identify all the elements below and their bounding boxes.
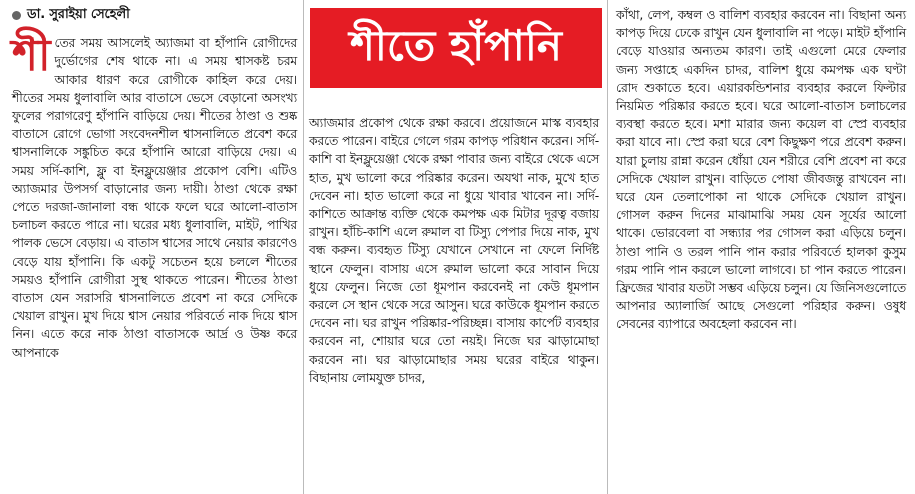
article-text-part-3: কাঁথা, লেপ, কম্বল ও বালিশ ব্যবহার করবেন না। বিছানা অন্য কাপড় দিয়ে ঢেকে রাখুন যেন ধুলাবালি না পড়ে। মাইট হাঁপানি বেড়ে যাওয়ার অন্যতম কারণ। তাই এগুলো মেরে ফেলার জন্য সপ্তাহে একদিন চাদর, বালিশ ধুয়ে কমপক্ষ এক ঘণ্টা রোদ শুকাতে হবে। এয়ারকন্ডিশনার ব্যবহার করলে ফিল্টার নিয়মিত পরিষ্কার করতে হবে। ঘরে আলো-বাতাস চলাচলের ব্যবস্থা করতে হবে। মশা মারার জন্য কয়েল বা স্প্রে ব্যবহার করা যাবে না। স্প্রে করা ঘরে বেশ কিছুক্ষণ পরে প্রবেশ করুন। যারা চুলায় রান্না করেন ধোঁয়া যেন শরীরে বেশি প্রবেশ না করে সেদিকে খেয়াল রাখুন। বাড়িতে পোষা জীবজন্তু রাখবেন না। ঘরে যেন তেলাপোকা না থাকে সেদিকে খেয়াল রাখুন। গোসল করুন দিনের মাঝামাঝি সময় যেন সূর্যের আলো থাকে। ভোরবেলা বা সন্ধ্যার পর গোসল করা এড়িয়ে চলুন। ঠাণ্ডা পানি ও তরল পানি পান করার পরিবর্তে হালকা কুসুম গরম পানি পান করলে ভালো লাগবে। চা পান করতে পারেন। ফ্রিজের খাবার যতটা সম্ভব এড়িয়ে চলুন। যে জিনিসগুলোতে আপনার অ্যালার্জি আছে সেগুলো পরিহার করুন। ওষুধ সেবনের ব্যাপারে অবহেলা করবেন না। bbox=[616, 8, 906, 332]
dropcap: শী bbox=[12, 30, 51, 82]
col1-body: তের সময় আসলেই অ্যাজমা বা হাঁপানি রোগীদের দুর্ভোগের শেষ থাকে না। এ সময় শ্বাসকষ্ট চরম আকার ধারণ করে রোগীকে কাহিল করে দেয়। শীতের সময় ধুলাবালি আর বাতাসে ভেসে বেড়ানো অসংখ্য ফুলের পরাগরেণু হাঁপানি বাড়িয়ে দেয়। শীতের ঠাণ্ডা ও শুষ্ক বাতাসে রোগে ভোগা সংবেদনশীল শ্বাসনালিতে প্রবেশ করে শ্বাসনালিকে সঙ্কুচিত করে হাঁপানি আরো বাড়িয়ে দেয়। এ সময় সর্দি-কাশি, ফ্লু বা ইনফ্লুয়েঞ্জার প্রকোপ বেশি। এটিও অ্যাজমার উপসর্গ বাড়ানোর জন্য দায়ী। ঠাণ্ডা থেকে রক্ষা পেতে দরজা-জানালা বন্ধ থাকে ফলে ঘরে আলো-বাতাস চলাচল করতে পারে না। ঘরের মধ্য ধুলাবালি, মাইট, পাখির পালক ভেসে বেড়ায়। এ বাতাস শ্বাসের সাথে নেয়ার কারণেও বেড়ে যায় হাঁপানি। কি একটু সচেতন হয়ে চললে শীতের সময়ও হাঁপানি রোগীরা সুস্থ থাকতে পারেন। শীতের ঠাণ্ডা বাতাস যেন সরাসরি শ্বাসনালিতে প্রবেশ না করে সেদিকে খেয়াল রাখুন। মুখ দিয়ে শ্বাস নেয়ার পরিবর্তে নাক দিয়ে শ্বাস নিন। এতে করে নাক ঠাণ্ডা বাতাসকে আর্দ্র ও উষ্ণ করে আপনাকে bbox=[12, 36, 297, 360]
bullet-icon bbox=[12, 11, 21, 20]
byline bbox=[12, 6, 297, 24]
column-3 bbox=[616, 6, 906, 334]
column-divider bbox=[303, 0, 304, 494]
article-text-part-2: অ্যাজমার প্রকোপ থেকে রক্ষা করবে। প্রয়োজনে মাস্ক ব্যবহার করতে পারেন। বাইরে গেলে গরম কাপড় পরিধান করেন। সর্দি-কাশি বা ইনফ্লুয়েঞ্জা থেকে রক্ষা পাবার জন্য বাইরে থেকে এসে হাত, মুখ ভালো করে পরিষ্কার করেন। অযথা নাক, মুখে হাত দেবেন না। হাত ভালো করে না ধুয়ে খাবার খাবেন না। সর্দি-কাশিতে আক্রান্ত ব্যক্তি থেকে কমপক্ষ এক মিটার দূরত্ব বজায় রাখুন। হাঁচি-কাশি এলে রুমাল বা টিস্যু পেপার দিয়ে নাক, মুখ বন্ধ করুন। ব্যবহৃত টিস্যু যেখানে সেখানে না ফেলে নির্দিষ্ট স্থানে ফেলুন। বাসায় এসে রুমাল ভালো করে সাবান দিয়ে ধুয়ে ফেলুন। নিজে তো ধূমপান করবেনই না কেউ ধূমপান করলে সে স্থান থেকে সরে আসুন। ঘরে কাউকে ধূমপান করতে দেবেন না। ঘর রাখুন পরিষ্কার-পরিচ্ছন্ন। বাসায় কার্পেট ব্যবহার করবেন না, শোয়ার ঘরে তো নয়ই। নিজে ঘর ঝাড়ামোছা করবেন না। ঘর ঝাড়ামোছার সময় ঘরের বাইরে থাকুন। বিছানায় লোমযুক্ত চাদর, bbox=[309, 116, 599, 385]
column-2 bbox=[309, 114, 599, 387]
author-name: ডা. সুরাইয়া সেহেলী bbox=[27, 7, 130, 22]
column-divider bbox=[607, 0, 608, 494]
article-text-part-1 bbox=[12, 30, 297, 362]
headline: শীতে হাঁপানি bbox=[350, 20, 562, 70]
column-1 bbox=[12, 0, 297, 362]
headline-banner bbox=[310, 8, 602, 88]
